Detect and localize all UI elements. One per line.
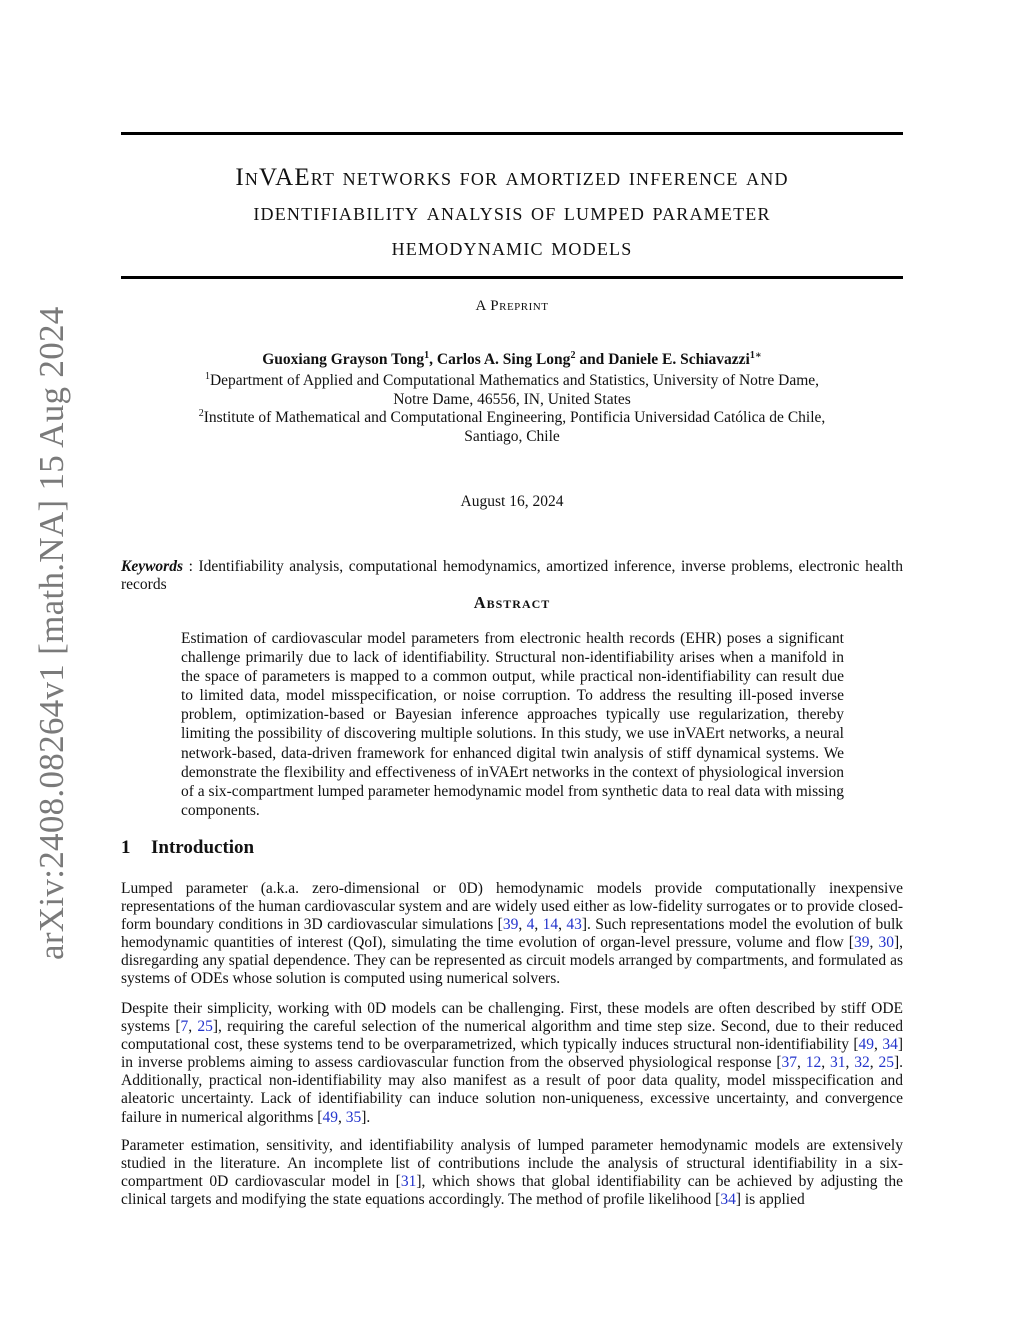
citation-link[interactable]: 34 — [720, 1191, 736, 1209]
author-separator: and — [575, 351, 609, 368]
citation-separator: , — [797, 1054, 806, 1072]
title-line-2: identifiability analysis of lumped parameter — [253, 199, 771, 226]
paragraph-text: ] is applied — [735, 1191, 805, 1209]
title-line-1: InVAErt networks for amortized inference and — [235, 164, 789, 191]
arxiv-identifier: arXiv:2408.08264v1 [math.NA] 15 Aug 2024 — [32, 306, 71, 960]
citation-link[interactable]: 30 — [878, 934, 894, 952]
citation-link[interactable]: 25 — [878, 1054, 894, 1072]
paragraph-text: ]. Such representations model the evolution of bulk hemodynamic quantities of interest (QoI), simulating the time evolution of organ-level pressure, volume and flow [ — [121, 916, 904, 952]
abstract-heading: Abstract — [473, 593, 551, 612]
citation-link[interactable]: 39 — [853, 934, 870, 952]
keywords-text: : Identifiability analysis, computational hemodynamics, amortized inference, inverse problems, electronic health records — [121, 558, 903, 593]
citation-separator: , — [558, 916, 567, 934]
affiliation-2-line-1: Institute of Mathematical and Computational Engineering, Pontificia Universidad Católica de Chile, — [203, 409, 826, 426]
paragraph-text: ], disregarding any spatial dependence. They can be represented as circuit models arranged by compartments, and formulated as systems of ODEs whose solution is computed using numerical solvers. — [121, 934, 903, 988]
citation-link[interactable]: 43 — [566, 916, 582, 934]
citation-separator: , — [337, 1108, 346, 1126]
citation-link[interactable]: 35 — [345, 1108, 362, 1126]
citation-link[interactable]: 12 — [805, 1054, 822, 1072]
paragraph-text: ], which shows that global identifiability can be achieved by adjusting the clinical targets and modifying the state equations accordingly. The method of profile likelihood [ — [121, 1173, 903, 1209]
affiliation-1-line-2: Notre Dame, 46556, IN, United States — [393, 391, 631, 408]
citation-separator: , — [821, 1054, 831, 1072]
preprint-label: A Preprint — [475, 298, 549, 314]
paragraph-text: Parameter estimation, sensitivity, and identifiability analysis of lumped parameter hemodynamic models are extensively studied in the literature. An incomplete list of contributions include the analysis of structural identifiability in a six-compartment 0D cardiovascular model in [ — [121, 1137, 903, 1191]
title-line-3: hemodynamic models — [391, 234, 633, 261]
citation-link[interactable]: 32 — [854, 1054, 870, 1072]
affiliation-2-line-2: Santiago, Chile — [464, 428, 560, 445]
section-title: Introduction — [151, 837, 255, 858]
author-3-affil-mark: 1∗ — [749, 349, 762, 361]
paragraph-text: ], requiring the careful selection of the numerical algorithm and time step size. Second, due to their reduced computational cost, these systems tend to be overparametrized, which typically induces structural non-identifiability [ — [121, 1018, 904, 1054]
citation-separator: , — [869, 1054, 879, 1072]
title-bottom-rule — [121, 276, 903, 279]
citation-separator: , — [869, 934, 879, 952]
citation-link[interactable]: 49 — [858, 1036, 875, 1054]
paragraph-text: Despite their simplicity, working with 0D models can be challenging. First, these models are often described by stiff ODE systems [ — [121, 1000, 903, 1036]
intro-paragraph-1 — [121, 880, 903, 989]
title-top-rule — [121, 132, 903, 135]
affiliation-1 — [121, 371, 903, 409]
citation-separator: , — [188, 1018, 198, 1036]
author-separator: , — [429, 351, 437, 368]
citation-separator: , — [518, 916, 527, 934]
citation-link[interactable]: 4 — [526, 916, 535, 934]
paragraph-text: ] in inverse problems aiming to assess cardiovascular function from the observed physiological response [ — [121, 1036, 903, 1072]
paragraph-text: ]. — [361, 1108, 371, 1126]
citation-link[interactable]: 31 — [830, 1054, 846, 1072]
affiliation-2 — [121, 408, 903, 446]
citation-separator: , — [845, 1054, 855, 1072]
author-2-name: Carlos A. Sing Long — [436, 351, 571, 368]
author-1-name: Guoxiang Grayson Tong — [262, 351, 425, 368]
paragraph-text: Lumped parameter (a.k.a. zero-dimensional or 0D) hemodynamic models provide computationally inexpensive representations of the human cardiovascular system and are widely used either as low-fidelity surrogates or to provide closed-form boundary conditions in 3D cardiovascular simulations [ — [121, 880, 903, 934]
citation-link[interactable]: 37 — [781, 1054, 798, 1072]
author-2-affil-mark: 2 — [570, 349, 576, 361]
paragraph-text: ]. Additionally, practical non-identifiability may also manifest as a result of poor data quality, model misspecification and aleatoric uncertainty. Lack of identifiability can induce solution non-uniqueness, excessive uncertainty, and convergence failure in numerical algorithms [ — [121, 1054, 904, 1126]
abstract-text: Estimation of cardiovascular model parameters from electronic health records (EHR) poses a significant challenge primarily due to lack of identifiability. Structural non-identifiability arises when a manifold in the space of parameters is mapped to a common output, while practical non-identifiability can result due to limited data, model misspecification, or noise corruption. To address the resulting ill-posed inverse problem, optimization-based or Bayesian inference approaches typically use regularization, thereby limiting the possibility of discovering multiple solutions. In this study, we use inVAErt networks, a neural network-based, data-driven framework for enhanced digital twin analysis of stiff dynamical systems. We demonstrate the flexibility and effectiveness of inVAErt networks in the context of physiological inversion of a six-compartment lumped parameter hemodynamic model from synthetic data to real data with missing components. — [181, 630, 844, 819]
citation-link[interactable]: 25 — [197, 1018, 213, 1036]
affiliation-2-mark: 2 — [198, 407, 204, 419]
intro-paragraph-3 — [121, 1137, 903, 1209]
citation-separator: , — [874, 1036, 883, 1054]
keywords-label: Keywords — [121, 558, 183, 575]
citation-link[interactable]: 39 — [502, 916, 519, 934]
publication-date: August 16, 2024 — [460, 493, 564, 510]
affiliation-1-line-1: Department of Applied and Computational Mathematics and Statistics, University of Notre Dame, — [209, 372, 820, 389]
citation-link[interactable]: 7 — [180, 1018, 189, 1036]
citation-link[interactable]: 31 — [400, 1173, 417, 1191]
paper-title — [121, 160, 903, 265]
citation-link[interactable]: 34 — [882, 1036, 898, 1054]
section-number: 1 — [121, 837, 131, 858]
citation-separator: , — [534, 916, 543, 934]
citation-link[interactable]: 49 — [322, 1108, 338, 1126]
citation-link[interactable]: 14 — [542, 916, 559, 934]
author-1-affil-mark: 1 — [424, 349, 430, 361]
author-list — [121, 351, 903, 369]
intro-paragraph-2 — [121, 1000, 903, 1127]
affiliation-1-mark: 1 — [204, 370, 210, 382]
section-heading-introduction — [121, 837, 903, 859]
author-3-name: Daniele E. Schiavazzi — [608, 351, 750, 368]
keywords-block — [121, 558, 903, 594]
